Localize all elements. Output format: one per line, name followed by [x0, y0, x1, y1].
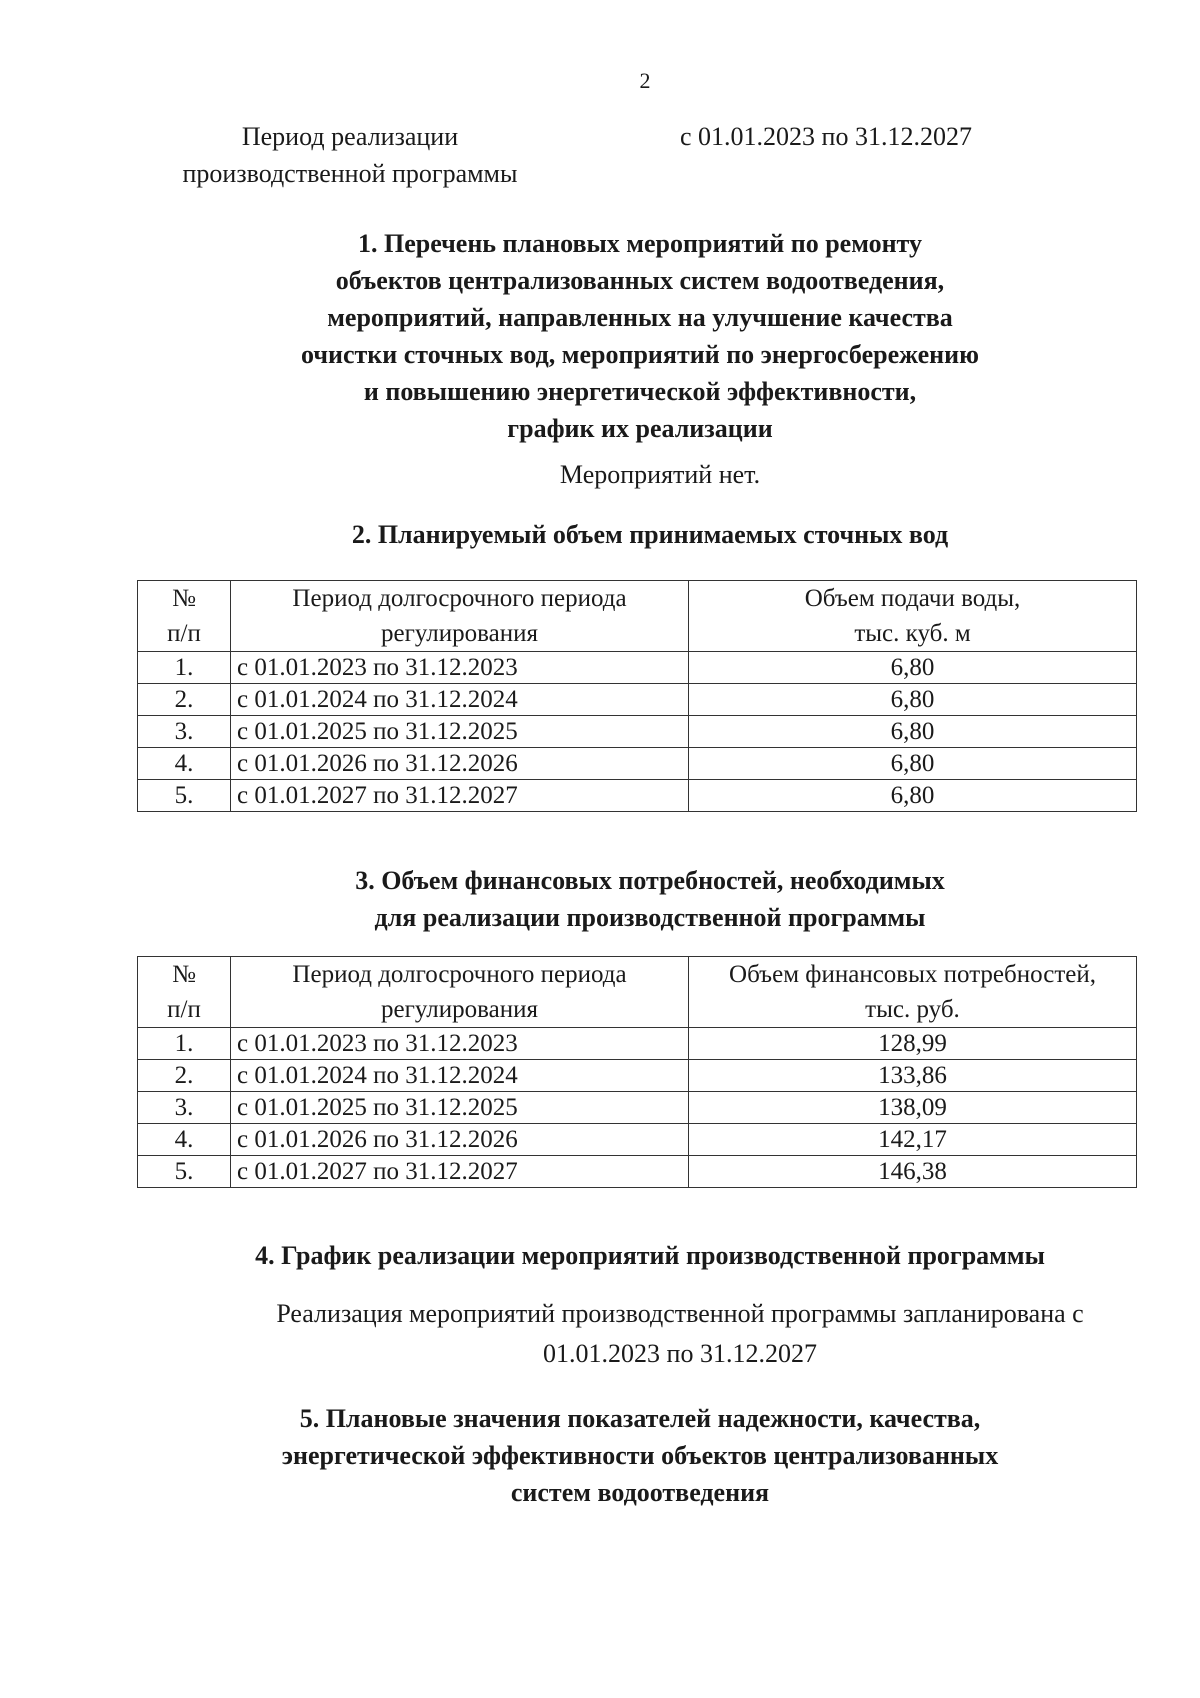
header-value: [689, 957, 1137, 1028]
table-row: [138, 684, 1137, 716]
row-value: 142,17: [689, 1124, 1137, 1156]
section5-title-line: 5. Плановые значения показателей надежности, качества,: [299, 1404, 981, 1433]
section3-title-line: для реализации производственной программы: [374, 903, 926, 932]
header-num: [138, 957, 231, 1028]
header-value-line2: тыс. руб.: [865, 996, 960, 1023]
header-num-line1: №: [172, 585, 196, 612]
section1-title-line: объектов централизованных систем водоотведения,: [335, 266, 945, 295]
row-value: 6,80: [689, 748, 1137, 780]
section4-text-line1: Реализация мероприятий производственной программы запланирована с: [276, 1299, 1084, 1328]
section3-title-line: 3. Объем финансовых потребностей, необходимых: [355, 866, 945, 895]
row-value: 6,80: [689, 716, 1137, 748]
row-period: с 01.01.2024 по 31.12.2024: [231, 1060, 689, 1092]
table-row: [138, 1060, 1137, 1092]
table-row: [138, 716, 1137, 748]
header-period-line1: Период долгосрочного периода: [292, 585, 627, 612]
row-num: 1.: [138, 1028, 231, 1060]
row-value: 138,09: [689, 1092, 1137, 1124]
table-row: [138, 748, 1137, 780]
table-header-row: [138, 581, 1137, 652]
row-value: 133,86: [689, 1060, 1137, 1092]
wastewater-volume-table: [137, 580, 1137, 812]
row-num: 1.: [138, 652, 231, 684]
section5-title-line: энергетической эффективности объектов централизованных: [281, 1441, 999, 1470]
section1-title-line: очистки сточных вод, мероприятий по энергосбережению: [301, 340, 979, 369]
section1-title: [230, 225, 1050, 447]
header-period-line1: Период долгосрочного периода: [292, 961, 627, 988]
header-period: [231, 957, 689, 1028]
row-value: 6,80: [689, 780, 1137, 812]
section4-title: 4. График реализации мероприятий производственной программы: [255, 1241, 1045, 1270]
section4-text: [200, 1294, 1160, 1374]
section4-text-line2: 01.01.2023 по 31.12.2027: [543, 1339, 817, 1368]
row-period: с 01.01.2027 по 31.12.2027: [231, 1156, 689, 1188]
program-period-value: с 01.01.2023 по 31.12.2027: [680, 122, 972, 151]
row-period: с 01.01.2027 по 31.12.2027: [231, 780, 689, 812]
header-num-line1: №: [172, 961, 196, 988]
header-value-line1: Объем финансовых потребностей,: [729, 961, 1096, 988]
row-period: с 01.01.2023 по 31.12.2023: [231, 1028, 689, 1060]
header-period-line2: регулирования: [381, 996, 538, 1023]
program-period-label-line2: производственной программы: [182, 159, 518, 188]
row-period: с 01.01.2026 по 31.12.2026: [231, 1124, 689, 1156]
section1-title-line: 1. Перечень плановых мероприятий по ремонту: [358, 229, 922, 258]
row-period: с 01.01.2024 по 31.12.2024: [231, 684, 689, 716]
table-row: [138, 1028, 1137, 1060]
header-num-line2: п/п: [167, 620, 201, 647]
header-period-line2: регулирования: [381, 620, 538, 647]
row-num: 3.: [138, 716, 231, 748]
header-value-line1: Объем подачи воды,: [804, 585, 1021, 612]
section5-title-line: систем водоотведения: [510, 1478, 770, 1507]
header-num: [138, 581, 231, 652]
section3-title: [250, 862, 1050, 936]
section1-title-line: и повышению энергетической эффективности,: [363, 377, 917, 406]
row-value: 6,80: [689, 684, 1137, 716]
header-period: [231, 581, 689, 652]
section5-title: [200, 1400, 1080, 1511]
table-header-row: [138, 957, 1137, 1028]
section2-title: 2. Планируемый объем принимаемых сточных вод: [351, 520, 949, 549]
program-period-label: [150, 118, 550, 192]
row-period: с 01.01.2025 по 31.12.2025: [231, 716, 689, 748]
table-row: [138, 1124, 1137, 1156]
program-period-label-line1: Период реализации: [241, 122, 459, 151]
financial-needs-table: [137, 956, 1137, 1188]
row-value: 146,38: [689, 1156, 1137, 1188]
header-value: [689, 581, 1137, 652]
table-row: [138, 1156, 1137, 1188]
row-num: 4.: [138, 748, 231, 780]
table-row: [138, 1092, 1137, 1124]
table-row: [138, 780, 1137, 812]
row-value: 6,80: [689, 652, 1137, 684]
row-num: 5.: [138, 780, 231, 812]
section1-note: Мероприятий нет.: [559, 460, 761, 489]
row-num: 3.: [138, 1092, 231, 1124]
row-period: с 01.01.2026 по 31.12.2026: [231, 748, 689, 780]
row-period: с 01.01.2023 по 31.12.2023: [231, 652, 689, 684]
row-num: 5.: [138, 1156, 231, 1188]
header-value-line2: тыс. куб. м: [854, 620, 971, 647]
header-num-line2: п/п: [167, 996, 201, 1023]
row-num: 2.: [138, 684, 231, 716]
section1-title-line: график их реализации: [507, 414, 773, 443]
section1-title-line: мероприятий, направленных на улучшение качества: [327, 303, 953, 332]
table-row: [138, 652, 1137, 684]
row-num: 4.: [138, 1124, 231, 1156]
row-period: с 01.01.2025 по 31.12.2025: [231, 1092, 689, 1124]
row-value: 128,99: [689, 1028, 1137, 1060]
row-num: 2.: [138, 1060, 231, 1092]
page-number: 2: [639, 68, 651, 93]
